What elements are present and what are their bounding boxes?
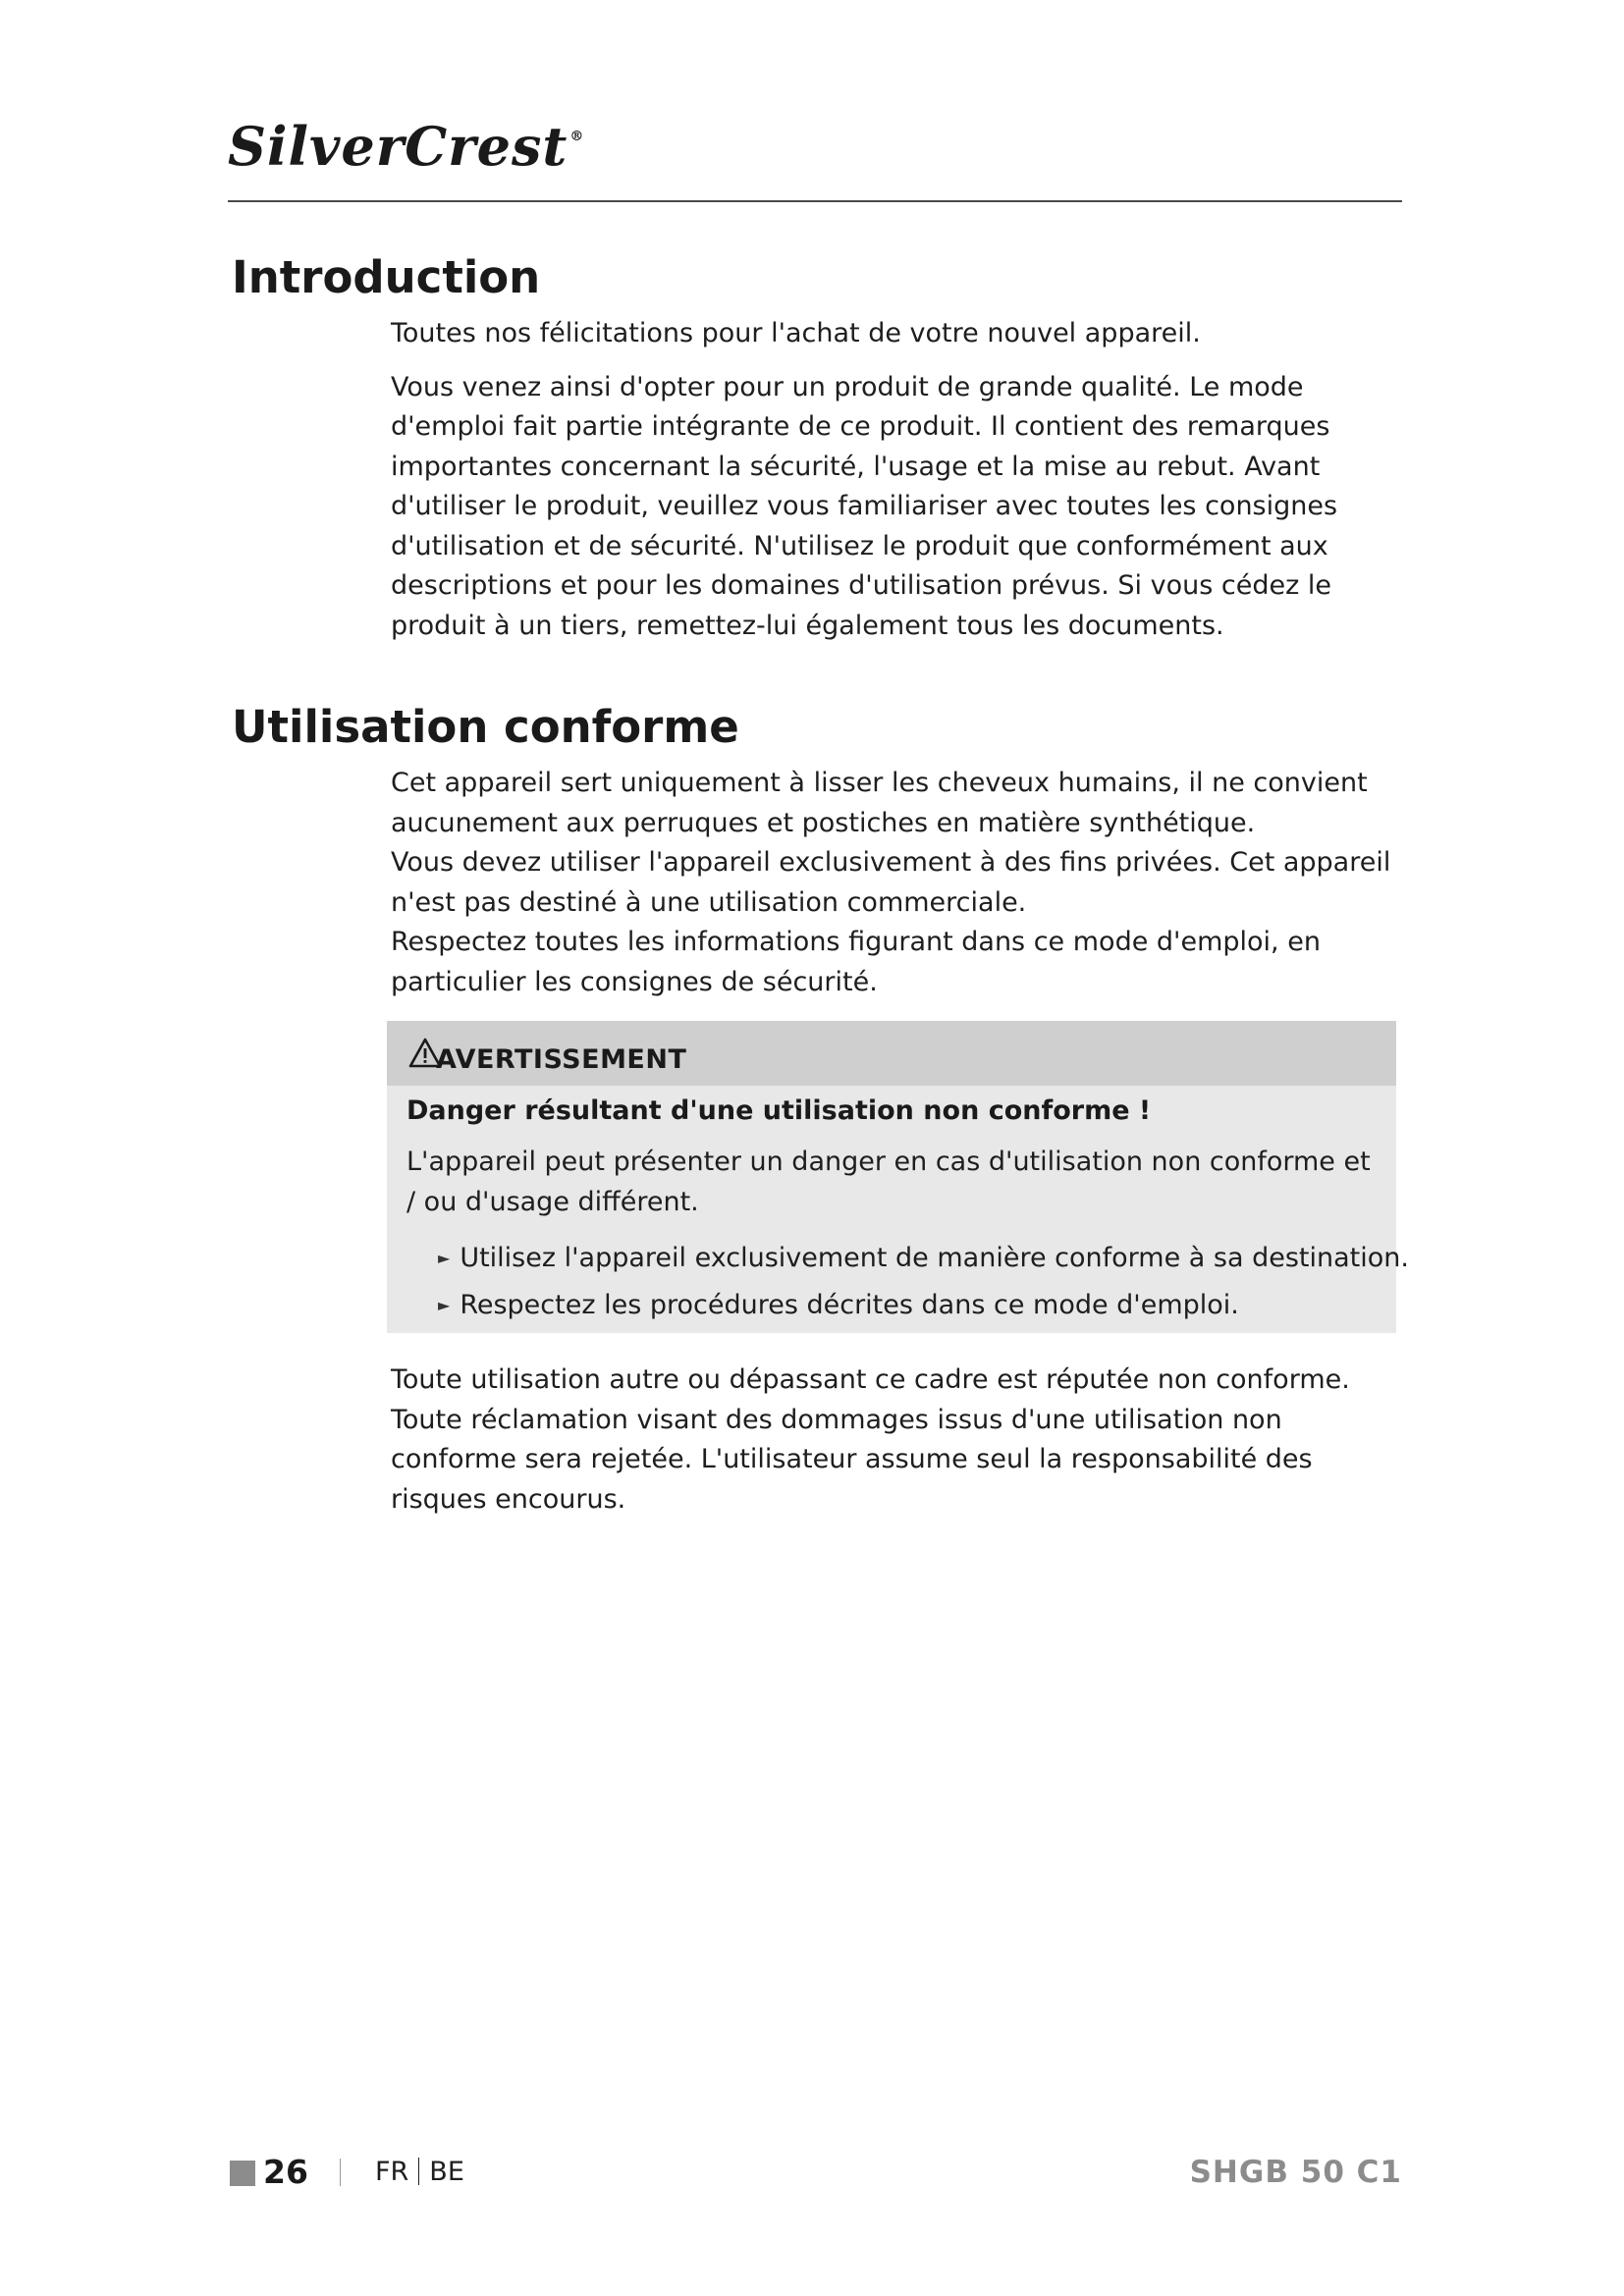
utilisation-closing: [391, 1361, 1407, 1520]
brand-logo: [228, 115, 585, 178]
page-number: 26: [263, 2153, 308, 2191]
warning-list-item: [438, 1235, 1409, 1282]
warning-subtitle: Danger résultant d'une utilisation non conforme !: [406, 1095, 1152, 1126]
utilisation-paragraph-1: Cet appareil sert uniquement à lisser les cheveux humains, il ne convient aucunement aux perruques et postiches en matière synthétique.: [391, 768, 1368, 838]
header-divider: [228, 200, 1402, 202]
introduction-paragraph-2: Vous venez ainsi d'opter pour un produit de grande qualité. Le mode d'emploi fait partie intégrante de ce produit. Il contient des remarques importantes concernant la sécurité, l'usage et la mise au rebut. Avant d'utiliser le produit, veuillez vous familiariser avec toutes les consignes d'utilisation et de sécurité. N'utilisez le produit que conformément aux descriptions et pour les domaines d'utilisation prévus. Si vous cédez le produit à un tiers, remettez-lui également tous les documents.: [391, 371, 1338, 641]
warning-header: [387, 1021, 1396, 1086]
warning-list: [438, 1235, 1409, 1329]
utilisation-body: [391, 764, 1407, 1002]
footer-separator: [340, 2159, 341, 2186]
warning-list-item-text: Utilisez l'appareil exclusivement de manière conforme à sa destination.: [460, 1243, 1409, 1273]
utilisation-paragraph-3: Respectez toutes les informations figurant dans ce mode d'emploi, en particulier les consignes de sécurité.: [391, 927, 1321, 997]
language-separator: [418, 2158, 419, 2185]
page-footer: [228, 2153, 1402, 2192]
arrow-right-icon: ►: [438, 1249, 451, 1267]
footer-square-icon: [230, 2161, 255, 2186]
introduction-paragraph-1: Toutes nos félicitations pour l'achat de votre nouvel appareil.: [391, 318, 1201, 348]
introduction-body: [391, 314, 1407, 646]
arrow-right-icon: ►: [438, 1296, 451, 1314]
model-number: SHGB 50 C1: [1189, 2155, 1402, 2190]
brand-logo-text: SilverCrest: [228, 115, 568, 178]
warning-list-item: [438, 1282, 1409, 1329]
registered-mark: ®: [569, 129, 585, 144]
warning-list-item-text: Respectez les procédures décrites dans ce mode d'emploi.: [460, 1290, 1239, 1320]
utilisation-paragraph-2: Vous devez utiliser l'appareil exclusivement à des fins privées. Cet appareil n'est pas destiné à une utilisation commerciale.: [391, 847, 1391, 918]
utilisation-heading: Utilisation conforme: [232, 701, 739, 753]
language-be: BE: [429, 2157, 464, 2187]
introduction-heading: Introduction: [232, 251, 541, 303]
utilisation-closing-paragraph: Toute utilisation autre ou dépassant ce cadre est réputée non conforme. Toute réclamation visant des dommages issus d'une utilisation non conforme sera rejetée. L'utilisateur assume seul la responsabilité des risques encourus.: [391, 1364, 1350, 1515]
warning-box: [387, 1021, 1409, 1333]
warning-title: AVERTISSEMENT: [436, 1044, 687, 1075]
warning-text: L'appareil peut présenter un danger en cas d'utilisation non conforme et / ou d'usage différent.: [406, 1147, 1371, 1217]
language-fr: FR: [375, 2157, 409, 2187]
footer-languages: [375, 2157, 464, 2187]
